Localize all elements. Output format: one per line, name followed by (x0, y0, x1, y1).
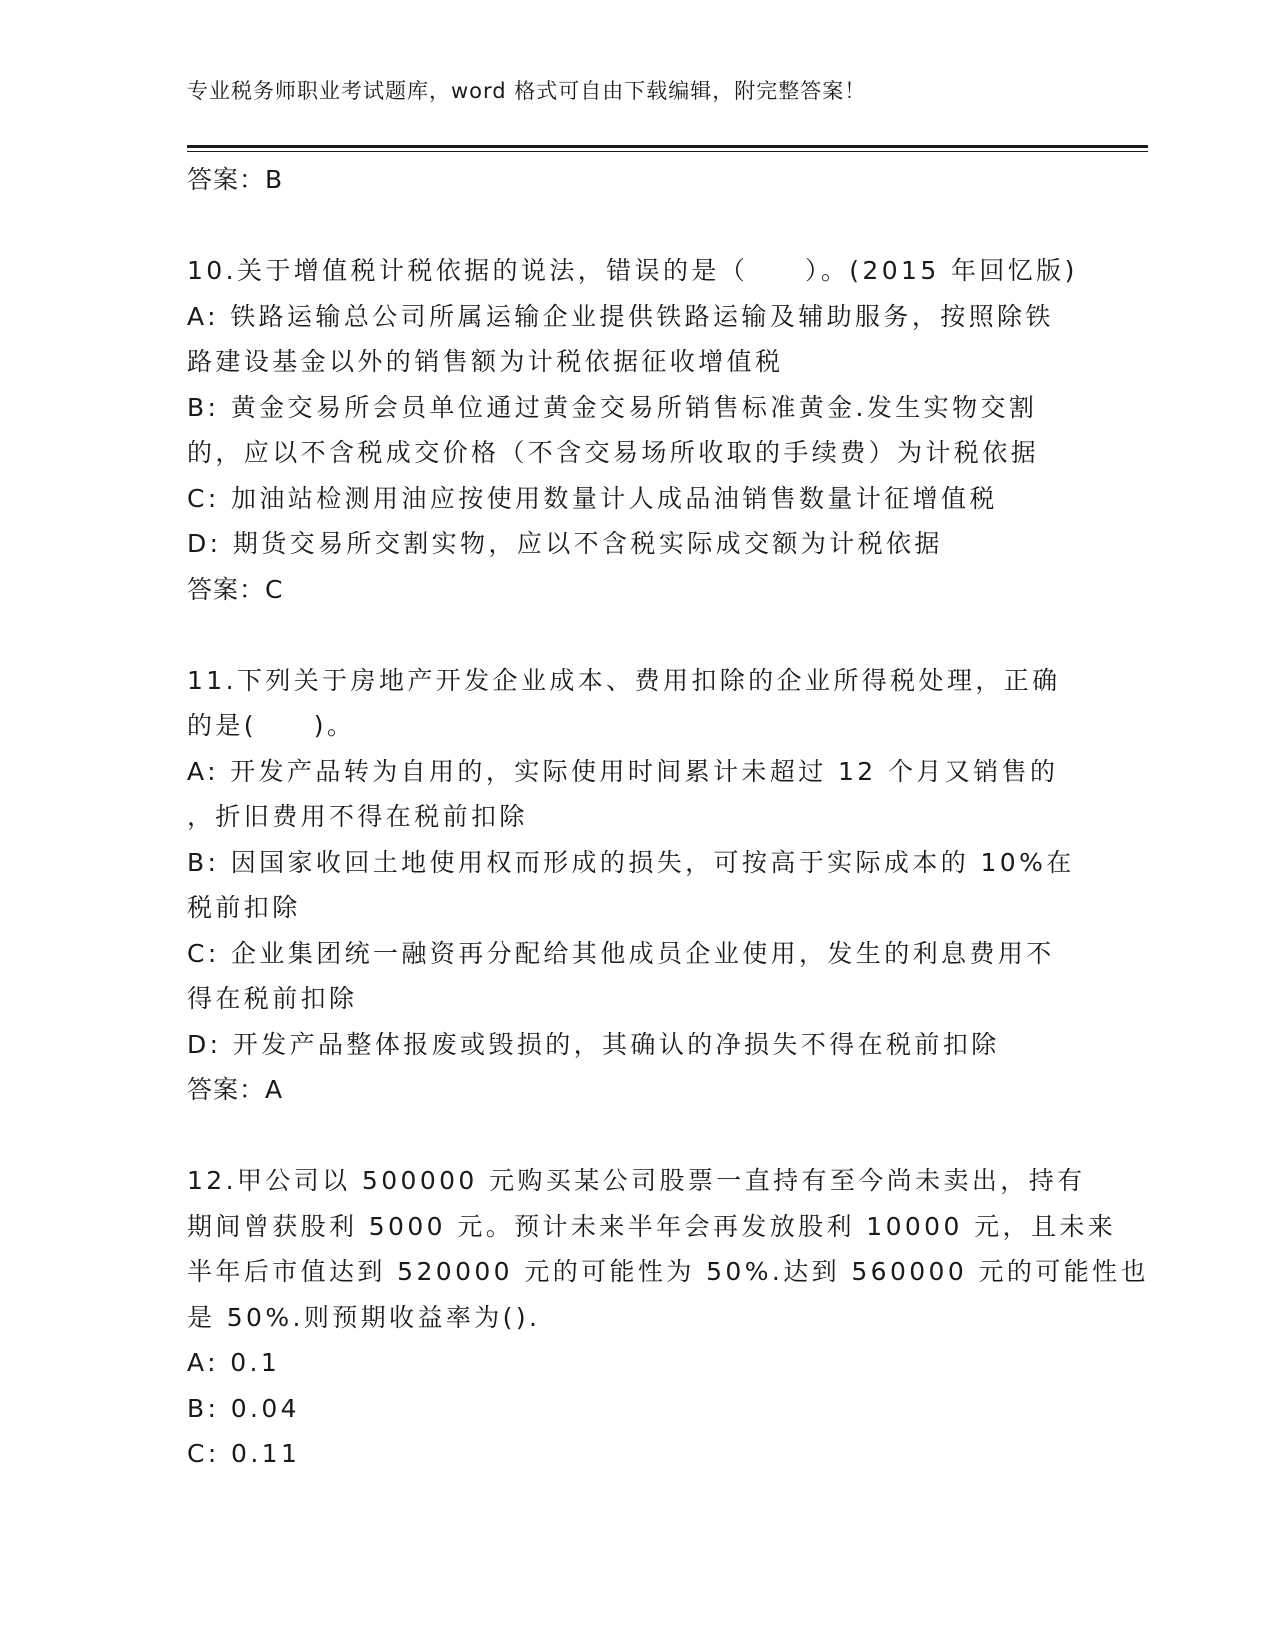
spacer (187, 1113, 1087, 1159)
option-c-cont: 得在税前扣除 (187, 984, 358, 1013)
previous-answer: 答案：B (187, 165, 284, 194)
question-text: 10.关于增值税计税依据的说法，错误的是（ ）。(2015 年回忆版) (187, 256, 1078, 285)
option-b-cont: 的，应以不含税成交价格（不含交易场所收取的手续费）为计税依据 (187, 438, 1040, 467)
question-text: 11.下列关于房地产开发企业成本、费用扣除的企业所得税处理，正确 (187, 665, 1061, 695)
document-body (187, 157, 1149, 1477)
question-12 (187, 1158, 1149, 1477)
option-a: A: 0.1 (187, 1348, 281, 1377)
option-a-cont: 路建设基金以外的销售额为计税依据征收增值税 (187, 347, 784, 376)
option-c: C: 0.11 (187, 1439, 301, 1468)
header-rule-thin (187, 151, 1148, 152)
page-header: 专业税务师职业考试题库，word 格式可自由下载编辑，附完整答案！ (187, 79, 867, 103)
option-c: C: 加油站检测用油应按使用数量计人成品油销售数量计征增值税 (187, 483, 998, 513)
question-text-cont: 是 50%.则预期收益率为(). (187, 1302, 541, 1332)
option-c: C: 企业集团统一融资再分配给其他成员企业使用，发生的利息费用不 (187, 938, 1055, 968)
answer: 答案：C (187, 574, 284, 604)
question-text-cont: 半年后市值达到 520000 元的可能性为 50%.达到 560000 元的可能性也 (187, 1257, 1149, 1286)
option-a: A: 铁路运输总公司所属运输企业提供铁路运输及辅助服务，按照除铁 (187, 301, 1054, 331)
question-text-cont: 期间曾获股利 5000 元。预计未来半年会再发放股利 10000 元，且未来 (187, 1211, 1117, 1241)
question-text-cont: 的是( )。 (187, 711, 356, 740)
option-b-cont: 税前扣除 (187, 893, 301, 922)
question-text: 12.甲公司以 500000 元购买某公司股票一直持有至今尚未卖出，持有 (187, 1166, 1086, 1195)
option-b: B: 0.04 (187, 1393, 300, 1423)
header-rule-thick (187, 145, 1148, 148)
option-b: B: 黄金交易所会员单位通过黄金交易所销售标准黄金.发生实物交割 (187, 392, 1038, 422)
option-a-cont: ，折旧费用不得在税前扣除 (187, 802, 528, 831)
option-d: D: 期货交易所交割实物，应以不含税实际成交额为计税依据 (187, 529, 943, 558)
option-a: A: 开发产品转为自用的，实际使用时间累计未超过 12 个月又销售的 (187, 756, 1059, 786)
option-b: B: 因国家收回土地使用权而形成的损失，可按高于实际成本的 10%在 (187, 847, 1075, 877)
question-11 (187, 658, 1087, 1113)
option-d: D: 开发产品整体报废或毁损的，其确认的净损失不得在税前扣除 (187, 1029, 1000, 1059)
spacer (187, 203, 1087, 249)
spacer (187, 612, 1087, 658)
answer: 答案：A (187, 1075, 284, 1104)
question-10 (187, 248, 1087, 612)
